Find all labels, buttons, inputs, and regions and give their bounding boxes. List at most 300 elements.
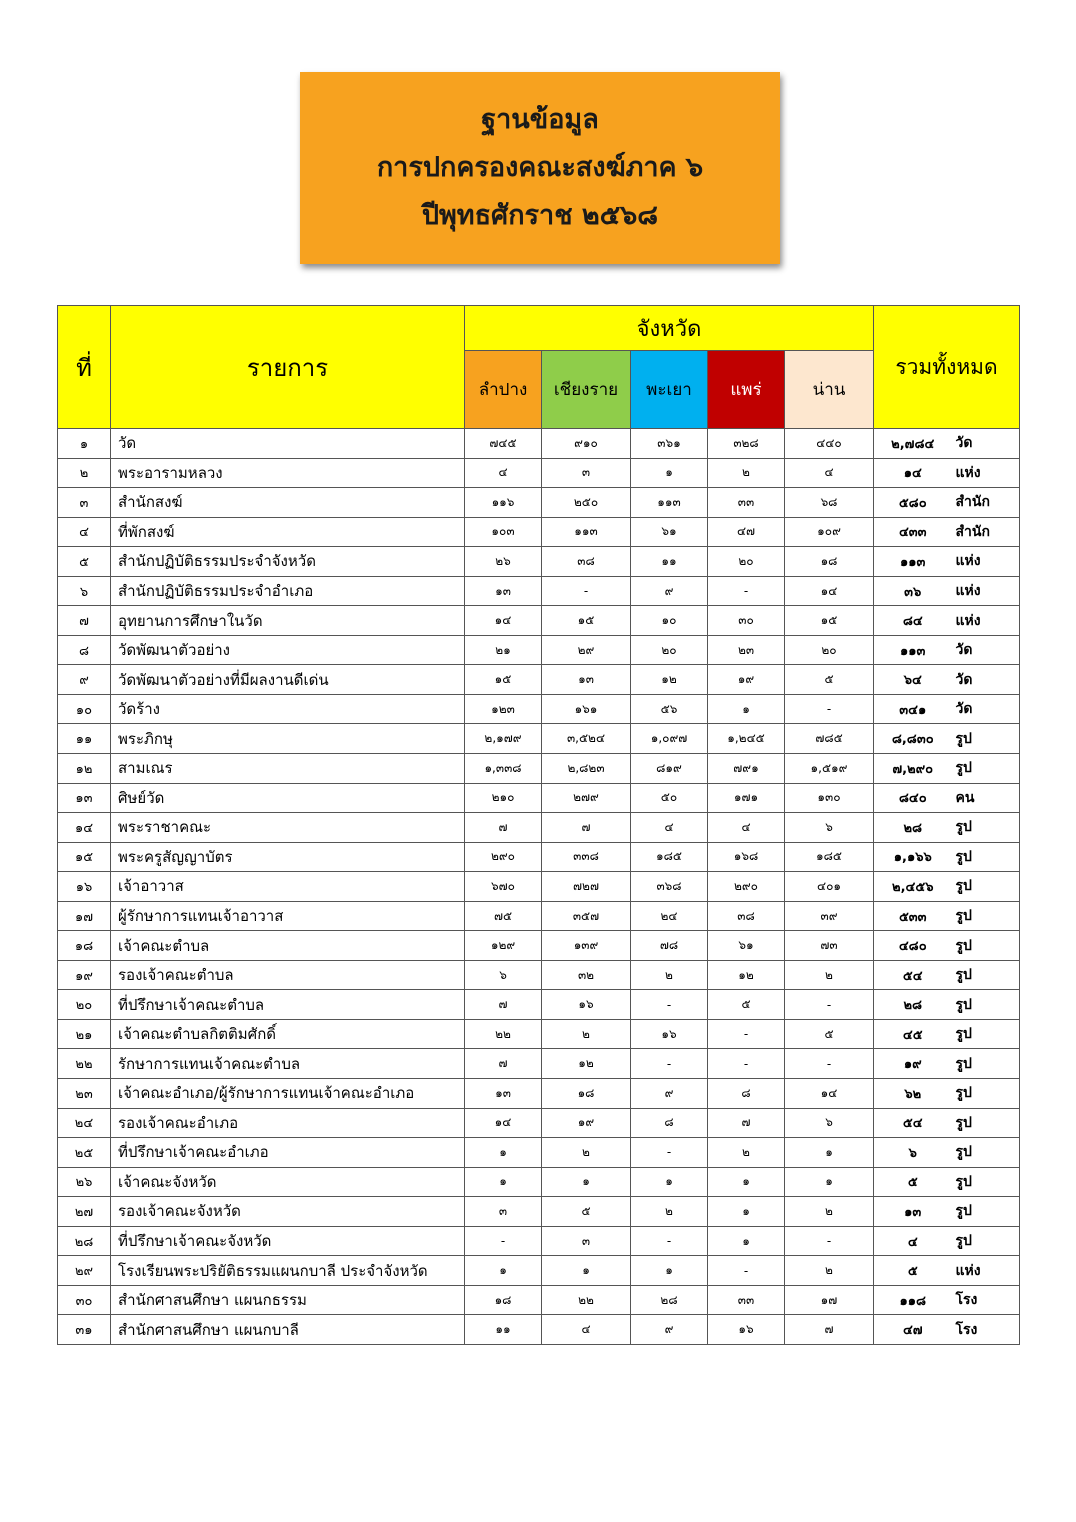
row-unit: รูป bbox=[952, 990, 1020, 1020]
header-province: จังหวัด bbox=[465, 306, 874, 351]
row-total: ๕ bbox=[874, 1167, 952, 1197]
row-total: ๑๙ bbox=[874, 1049, 952, 1079]
value-phayao: ๓๖๘ bbox=[631, 872, 708, 902]
value-phayao: ๑ bbox=[631, 1256, 708, 1286]
row-unit: รูป bbox=[952, 1167, 1020, 1197]
value-phrae: ๗๙๑ bbox=[708, 754, 785, 784]
table-row bbox=[58, 1256, 1020, 1286]
row-total: ๕๓๓ bbox=[874, 901, 952, 931]
title-banner bbox=[300, 72, 780, 264]
table-row bbox=[58, 813, 1020, 843]
table-body bbox=[58, 429, 1020, 1345]
row-unit: วัด bbox=[952, 694, 1020, 724]
value-chiangrai: - bbox=[542, 576, 631, 606]
row-item-name: เจ้าคณะอำเภอ/ผู้รักษาการแทนเจ้าคณะอำเภอ bbox=[111, 1079, 465, 1109]
value-lampang: ๒๒ bbox=[465, 1019, 542, 1049]
value-lampang: ๒๖ bbox=[465, 547, 542, 577]
table-row bbox=[58, 576, 1020, 606]
value-phayao: ๕๖ bbox=[631, 694, 708, 724]
value-lampang: ๑ bbox=[465, 1138, 542, 1168]
value-phrae: ๒ bbox=[708, 458, 785, 488]
row-number: ๑๓ bbox=[58, 783, 111, 813]
value-phrae: ๑๖๘ bbox=[708, 842, 785, 872]
row-item-name: เจ้าคณะตำบล bbox=[111, 931, 465, 961]
value-phrae: ๖๑ bbox=[708, 931, 785, 961]
row-unit: สำนัก bbox=[952, 488, 1020, 518]
row-total: ๔๓๓ bbox=[874, 517, 952, 547]
table-row bbox=[58, 960, 1020, 990]
row-unit: โรง bbox=[952, 1315, 1020, 1345]
row-total: ๕ bbox=[874, 1256, 952, 1286]
value-phrae: ๑ bbox=[708, 1226, 785, 1256]
row-item-name: ผู้รักษาการแทนเจ้าอาวาส bbox=[111, 901, 465, 931]
value-phayao: ๗๘ bbox=[631, 931, 708, 961]
value-nan: ๑๓๐ bbox=[785, 783, 874, 813]
value-phayao: ๙ bbox=[631, 1315, 708, 1345]
value-phayao: ๙ bbox=[631, 1079, 708, 1109]
value-chiangrai: ๑๓๙ bbox=[542, 931, 631, 961]
row-item-name: ศิษย์วัด bbox=[111, 783, 465, 813]
value-phayao: ๒๐ bbox=[631, 635, 708, 665]
value-chiangrai: ๑๖ bbox=[542, 990, 631, 1020]
row-unit: แห่ง bbox=[952, 576, 1020, 606]
table-row bbox=[58, 931, 1020, 961]
row-total: ๘๔๐ bbox=[874, 783, 952, 813]
row-number: ๒๓ bbox=[58, 1079, 111, 1109]
header-lampang: ลำปาง bbox=[465, 351, 542, 429]
value-lampang: ๗๕ bbox=[465, 901, 542, 931]
value-nan: ๑๘๕ bbox=[785, 842, 874, 872]
row-total: ๓๔๑ bbox=[874, 694, 952, 724]
row-number: ๗ bbox=[58, 606, 111, 636]
value-phayao: ๑ bbox=[631, 1167, 708, 1197]
value-phrae: ๔ bbox=[708, 813, 785, 843]
row-item-name: เจ้าอาวาส bbox=[111, 872, 465, 902]
value-nan: ๑๕ bbox=[785, 606, 874, 636]
row-unit: รูป bbox=[952, 813, 1020, 843]
value-nan: - bbox=[785, 1049, 874, 1079]
value-lampang: ๗ bbox=[465, 1049, 542, 1079]
value-phrae: - bbox=[708, 1019, 785, 1049]
value-phayao: ๑๑ bbox=[631, 547, 708, 577]
value-phrae: ๕ bbox=[708, 990, 785, 1020]
row-item-name: เจ้าคณะตำบลกิตติมศักดิ์ bbox=[111, 1019, 465, 1049]
row-total: ๘,๘๓๐ bbox=[874, 724, 952, 754]
row-unit: วัด bbox=[952, 429, 1020, 459]
value-lampang: ๖๗๐ bbox=[465, 872, 542, 902]
row-unit: รูป bbox=[952, 1226, 1020, 1256]
row-number: ๖ bbox=[58, 576, 111, 606]
row-number: ๘ bbox=[58, 635, 111, 665]
value-nan: ๒ bbox=[785, 1256, 874, 1286]
table-row bbox=[58, 1049, 1020, 1079]
value-chiangrai: ๑๕ bbox=[542, 606, 631, 636]
row-number: ๓๐ bbox=[58, 1285, 111, 1315]
row-number: ๑ bbox=[58, 429, 111, 459]
value-phrae: ๑๒ bbox=[708, 960, 785, 990]
value-phrae: - bbox=[708, 1256, 785, 1286]
value-chiangrai: ๑๑๓ bbox=[542, 517, 631, 547]
value-nan: ๔๔๐ bbox=[785, 429, 874, 459]
row-item-name: ที่พักสงฆ์ bbox=[111, 517, 465, 547]
row-item-name: อุทยานการศึกษาในวัด bbox=[111, 606, 465, 636]
value-phrae: ๑๙ bbox=[708, 665, 785, 695]
value-nan: ๑ bbox=[785, 1138, 874, 1168]
value-phayao: ๙ bbox=[631, 576, 708, 606]
row-item-name: โรงเรียนพระปริยัติธรรมแผนกบาลี ประจำจังหวัด bbox=[111, 1256, 465, 1286]
value-chiangrai: ๒๙ bbox=[542, 635, 631, 665]
row-unit: แห่ง bbox=[952, 458, 1020, 488]
row-total: ๕๔ bbox=[874, 960, 952, 990]
value-phayao: ๒๘ bbox=[631, 1285, 708, 1315]
row-total: ๕๘๐ bbox=[874, 488, 952, 518]
value-lampang: ๒,๑๗๙ bbox=[465, 724, 542, 754]
row-item-name: รองเจ้าคณะจังหวัด bbox=[111, 1197, 465, 1227]
value-phayao: ๘ bbox=[631, 1108, 708, 1138]
value-chiangrai: ๗ bbox=[542, 813, 631, 843]
value-chiangrai: ๑๓ bbox=[542, 665, 631, 695]
value-phrae: ๑๖ bbox=[708, 1315, 785, 1345]
row-item-name: รองเจ้าคณะตำบล bbox=[111, 960, 465, 990]
value-lampang: ๔ bbox=[465, 458, 542, 488]
row-number: ๑๙ bbox=[58, 960, 111, 990]
value-nan: ๕ bbox=[785, 1019, 874, 1049]
value-phrae: ๔๗ bbox=[708, 517, 785, 547]
row-item-name: พระอารามหลวง bbox=[111, 458, 465, 488]
row-unit: รูป bbox=[952, 960, 1020, 990]
value-lampang: ๗ bbox=[465, 813, 542, 843]
row-number: ๒๙ bbox=[58, 1256, 111, 1286]
row-unit: รูป bbox=[952, 724, 1020, 754]
row-total: ๑๓ bbox=[874, 1197, 952, 1227]
value-nan: ๕ bbox=[785, 665, 874, 695]
value-chiangrai: ๒๕๐ bbox=[542, 488, 631, 518]
table-row bbox=[58, 1138, 1020, 1168]
value-lampang: ๑๔ bbox=[465, 1108, 542, 1138]
row-total: ๕๔ bbox=[874, 1108, 952, 1138]
value-nan: ๔๐๑ bbox=[785, 872, 874, 902]
value-nan: ๑๔ bbox=[785, 1079, 874, 1109]
value-lampang: - bbox=[465, 1226, 542, 1256]
value-lampang: ๑ bbox=[465, 1256, 542, 1286]
row-item-name: พระครูสัญญาบัตร bbox=[111, 842, 465, 872]
value-phrae: ๓๘ bbox=[708, 901, 785, 931]
value-phrae: ๒๐ bbox=[708, 547, 785, 577]
value-lampang: ๑๕ bbox=[465, 665, 542, 695]
value-lampang: ๒๑ bbox=[465, 635, 542, 665]
row-number: ๒๖ bbox=[58, 1167, 111, 1197]
value-phrae: ๑ bbox=[708, 1167, 785, 1197]
value-phrae: ๒๓ bbox=[708, 635, 785, 665]
row-total: ๔๕ bbox=[874, 1019, 952, 1049]
value-phayao: ๖๑ bbox=[631, 517, 708, 547]
header-chiangrai: เชียงราย bbox=[542, 351, 631, 429]
value-nan: ๑๔ bbox=[785, 576, 874, 606]
value-chiangrai: ๑๒ bbox=[542, 1049, 631, 1079]
value-phayao: - bbox=[631, 1138, 708, 1168]
table-row bbox=[58, 1079, 1020, 1109]
title-line-3: ปีพุทธศักราช ๒๕๖๘ bbox=[421, 200, 659, 231]
row-total: ๑,๑๖๖ bbox=[874, 842, 952, 872]
row-total: ๒๘ bbox=[874, 990, 952, 1020]
row-unit: รูป bbox=[952, 754, 1020, 784]
value-lampang: ๒๑๐ bbox=[465, 783, 542, 813]
value-phrae: ๓๓ bbox=[708, 1285, 785, 1315]
row-number: ๑๖ bbox=[58, 872, 111, 902]
row-item-name: สำนักศาสนศึกษา แผนกบาลี bbox=[111, 1315, 465, 1345]
value-lampang: ๑๘ bbox=[465, 1285, 542, 1315]
value-phrae: ๘ bbox=[708, 1079, 785, 1109]
value-chiangrai: ๑๙ bbox=[542, 1108, 631, 1138]
value-chiangrai: ๓๒ bbox=[542, 960, 631, 990]
statistics-table bbox=[57, 305, 1020, 1345]
row-item-name: ที่ปรึกษาเจ้าคณะจังหวัด bbox=[111, 1226, 465, 1256]
row-item-name: ที่ปรึกษาเจ้าคณะอำเภอ bbox=[111, 1138, 465, 1168]
value-nan: ๓๙ bbox=[785, 901, 874, 931]
value-nan: - bbox=[785, 694, 874, 724]
value-nan: ๑,๕๑๙ bbox=[785, 754, 874, 784]
value-chiangrai: ๗๒๗ bbox=[542, 872, 631, 902]
value-chiangrai: ๒ bbox=[542, 1019, 631, 1049]
table-row bbox=[58, 458, 1020, 488]
row-number: ๒๔ bbox=[58, 1108, 111, 1138]
row-number: ๒๐ bbox=[58, 990, 111, 1020]
value-chiangrai: ๒๗๙ bbox=[542, 783, 631, 813]
value-nan: ๖๘ bbox=[785, 488, 874, 518]
table-row bbox=[58, 842, 1020, 872]
value-chiangrai: ๓ bbox=[542, 1226, 631, 1256]
value-chiangrai: ๓๘ bbox=[542, 547, 631, 577]
row-unit: รูป bbox=[952, 1138, 1020, 1168]
row-unit: คน bbox=[952, 783, 1020, 813]
value-nan: ๒ bbox=[785, 1197, 874, 1227]
row-total: ๑๑๓ bbox=[874, 635, 952, 665]
value-phayao: ๒๔ bbox=[631, 901, 708, 931]
table-row bbox=[58, 754, 1020, 784]
value-lampang: ๓ bbox=[465, 1197, 542, 1227]
row-item-name: วัดพัฒนาตัวอย่างที่มีผลงานดีเด่น bbox=[111, 665, 465, 695]
table-row bbox=[58, 635, 1020, 665]
table-row bbox=[58, 1167, 1020, 1197]
table-row bbox=[58, 1285, 1020, 1315]
title-line-2: การปกครองคณะสงฆ์ภาค ๖ bbox=[376, 152, 704, 183]
row-unit: แห่ง bbox=[952, 606, 1020, 636]
row-number: ๑๑ bbox=[58, 724, 111, 754]
value-phayao: ๑ bbox=[631, 458, 708, 488]
row-item-name: สำนักศาสนศึกษา แผนกธรรม bbox=[111, 1285, 465, 1315]
value-phayao: ๑๒ bbox=[631, 665, 708, 695]
row-number: ๒ bbox=[58, 458, 111, 488]
value-nan: ๔ bbox=[785, 458, 874, 488]
value-nan: ๑๐๙ bbox=[785, 517, 874, 547]
value-nan: - bbox=[785, 1226, 874, 1256]
value-lampang: ๒๙๐ bbox=[465, 842, 542, 872]
row-unit: วัด bbox=[952, 665, 1020, 695]
table-row bbox=[58, 1019, 1020, 1049]
table-row bbox=[58, 488, 1020, 518]
value-chiangrai: ๕ bbox=[542, 1197, 631, 1227]
table-row bbox=[58, 517, 1020, 547]
value-nan: ๑๘ bbox=[785, 547, 874, 577]
value-chiangrai: ๔ bbox=[542, 1315, 631, 1345]
value-lampang: ๑,๓๓๘ bbox=[465, 754, 542, 784]
row-number: ๑๒ bbox=[58, 754, 111, 784]
row-number: ๑๕ bbox=[58, 842, 111, 872]
row-unit: แห่ง bbox=[952, 547, 1020, 577]
row-number: ๕ bbox=[58, 547, 111, 577]
row-item-name: ที่ปรึกษาเจ้าคณะตำบล bbox=[111, 990, 465, 1020]
value-lampang: ๑๑๖ bbox=[465, 488, 542, 518]
value-phrae: ๑๗๑ bbox=[708, 783, 785, 813]
row-unit: รูป bbox=[952, 1079, 1020, 1109]
value-chiangrai: ๑ bbox=[542, 1256, 631, 1286]
table-row bbox=[58, 665, 1020, 695]
value-lampang: ๑ bbox=[465, 1167, 542, 1197]
header-phrae: แพร่ bbox=[708, 351, 785, 429]
value-chiangrai: ๙๑๐ bbox=[542, 429, 631, 459]
table-row bbox=[58, 901, 1020, 931]
row-total: ๒๘ bbox=[874, 813, 952, 843]
value-nan: ๗๓ bbox=[785, 931, 874, 961]
value-phrae: ๑ bbox=[708, 1197, 785, 1227]
value-nan: ๒ bbox=[785, 960, 874, 990]
value-phayao: ๔ bbox=[631, 813, 708, 843]
row-unit: แห่ง bbox=[952, 1256, 1020, 1286]
title-line-1: ฐานข้อมูล bbox=[481, 104, 599, 135]
row-item-name: สำนักสงฆ์ bbox=[111, 488, 465, 518]
value-phayao: ๑๘๕ bbox=[631, 842, 708, 872]
row-unit: รูป bbox=[952, 901, 1020, 931]
value-chiangrai: ๓ bbox=[542, 458, 631, 488]
table-row bbox=[58, 606, 1020, 636]
row-item-name: พระราชาคณะ bbox=[111, 813, 465, 843]
value-phrae: ๓๐ bbox=[708, 606, 785, 636]
header-item: รายการ bbox=[111, 306, 465, 429]
row-number: ๓๑ bbox=[58, 1315, 111, 1345]
row-number: ๙ bbox=[58, 665, 111, 695]
value-phayao: - bbox=[631, 1226, 708, 1256]
value-phayao: ๑๑๓ bbox=[631, 488, 708, 518]
row-total: ๔๗ bbox=[874, 1315, 952, 1345]
row-number: ๒๒ bbox=[58, 1049, 111, 1079]
row-item-name: เจ้าคณะจังหวัด bbox=[111, 1167, 465, 1197]
value-nan: ๑๗ bbox=[785, 1285, 874, 1315]
row-item-name: วัดร้าง bbox=[111, 694, 465, 724]
row-number: ๓ bbox=[58, 488, 111, 518]
value-lampang: ๖ bbox=[465, 960, 542, 990]
value-nan: ๗ bbox=[785, 1315, 874, 1345]
row-unit: รูป bbox=[952, 1108, 1020, 1138]
value-lampang: ๑๓ bbox=[465, 1079, 542, 1109]
value-phayao: ๑๐ bbox=[631, 606, 708, 636]
row-unit: โรง bbox=[952, 1285, 1020, 1315]
row-unit: รูป bbox=[952, 1019, 1020, 1049]
value-phrae: ๓๒๘ bbox=[708, 429, 785, 459]
row-unit: สำนัก bbox=[952, 517, 1020, 547]
row-number: ๑๐ bbox=[58, 694, 111, 724]
value-phayao: ๑,๐๙๗ bbox=[631, 724, 708, 754]
table-row bbox=[58, 872, 1020, 902]
value-phayao: ๕๐ bbox=[631, 783, 708, 813]
row-total: ๖๔ bbox=[874, 665, 952, 695]
row-unit: รูป bbox=[952, 931, 1020, 961]
row-total: ๓๖ bbox=[874, 576, 952, 606]
table-row bbox=[58, 724, 1020, 754]
row-total: ๔๘๐ bbox=[874, 931, 952, 961]
value-phayao: ๓๖๑ bbox=[631, 429, 708, 459]
value-nan: ๒๐ bbox=[785, 635, 874, 665]
value-nan: ๖ bbox=[785, 813, 874, 843]
value-phrae: - bbox=[708, 1049, 785, 1079]
value-lampang: ๑๒๓ bbox=[465, 694, 542, 724]
value-phrae: - bbox=[708, 576, 785, 606]
value-chiangrai: ๒ bbox=[542, 1138, 631, 1168]
row-unit: รูป bbox=[952, 1197, 1020, 1227]
value-lampang: ๑๐๓ bbox=[465, 517, 542, 547]
value-chiangrai: ๑๘ bbox=[542, 1079, 631, 1109]
row-number: ๑๔ bbox=[58, 813, 111, 843]
row-unit: รูป bbox=[952, 1049, 1020, 1079]
table-row bbox=[58, 694, 1020, 724]
value-phayao: ๒ bbox=[631, 960, 708, 990]
row-total: ๒,๗๘๔ bbox=[874, 429, 952, 459]
row-number: ๒๘ bbox=[58, 1226, 111, 1256]
row-number: ๑๘ bbox=[58, 931, 111, 961]
row-unit: รูป bbox=[952, 872, 1020, 902]
row-number: ๔ bbox=[58, 517, 111, 547]
value-chiangrai: ๓,๕๒๔ bbox=[542, 724, 631, 754]
value-chiangrai: ๒๒ bbox=[542, 1285, 631, 1315]
row-number: ๒๗ bbox=[58, 1197, 111, 1227]
value-nan: ๑ bbox=[785, 1167, 874, 1197]
value-lampang: ๑๒๙ bbox=[465, 931, 542, 961]
row-item-name: สำนักปฏิบัติธรรมประจำจังหวัด bbox=[111, 547, 465, 577]
value-phayao: ๑๖ bbox=[631, 1019, 708, 1049]
row-item-name: พระภิกษุ bbox=[111, 724, 465, 754]
value-chiangrai: ๑ bbox=[542, 1167, 631, 1197]
row-total: ๖๒ bbox=[874, 1079, 952, 1109]
header-phayao: พะเยา bbox=[631, 351, 708, 429]
row-unit: รูป bbox=[952, 842, 1020, 872]
value-phayao: - bbox=[631, 1049, 708, 1079]
value-lampang: ๑๑ bbox=[465, 1315, 542, 1345]
value-nan: - bbox=[785, 990, 874, 1020]
row-total: ๑๔ bbox=[874, 458, 952, 488]
value-chiangrai: ๓๕๗ bbox=[542, 901, 631, 931]
row-total: ๑๑๘ bbox=[874, 1285, 952, 1315]
value-chiangrai: ๑๖๑ bbox=[542, 694, 631, 724]
table-row bbox=[58, 1226, 1020, 1256]
row-item-name: วัด bbox=[111, 429, 465, 459]
value-lampang: ๗ bbox=[465, 990, 542, 1020]
value-phrae: ๒๙๐ bbox=[708, 872, 785, 902]
row-total: ๗,๒๙๐ bbox=[874, 754, 952, 784]
table-row bbox=[58, 990, 1020, 1020]
table-row bbox=[58, 1197, 1020, 1227]
value-phrae: ๗ bbox=[708, 1108, 785, 1138]
table-row bbox=[58, 1108, 1020, 1138]
value-chiangrai: ๓๓๘ bbox=[542, 842, 631, 872]
row-number: ๒๑ bbox=[58, 1019, 111, 1049]
value-phayao: ๒ bbox=[631, 1197, 708, 1227]
value-lampang: ๑๓ bbox=[465, 576, 542, 606]
row-total: ๒,๔๕๖ bbox=[874, 872, 952, 902]
row-number: ๒๕ bbox=[58, 1138, 111, 1168]
row-total: ๑๑๓ bbox=[874, 547, 952, 577]
value-lampang: ๑๔ bbox=[465, 606, 542, 636]
value-phayao: ๘๑๙ bbox=[631, 754, 708, 784]
value-phrae: ๑ bbox=[708, 694, 785, 724]
